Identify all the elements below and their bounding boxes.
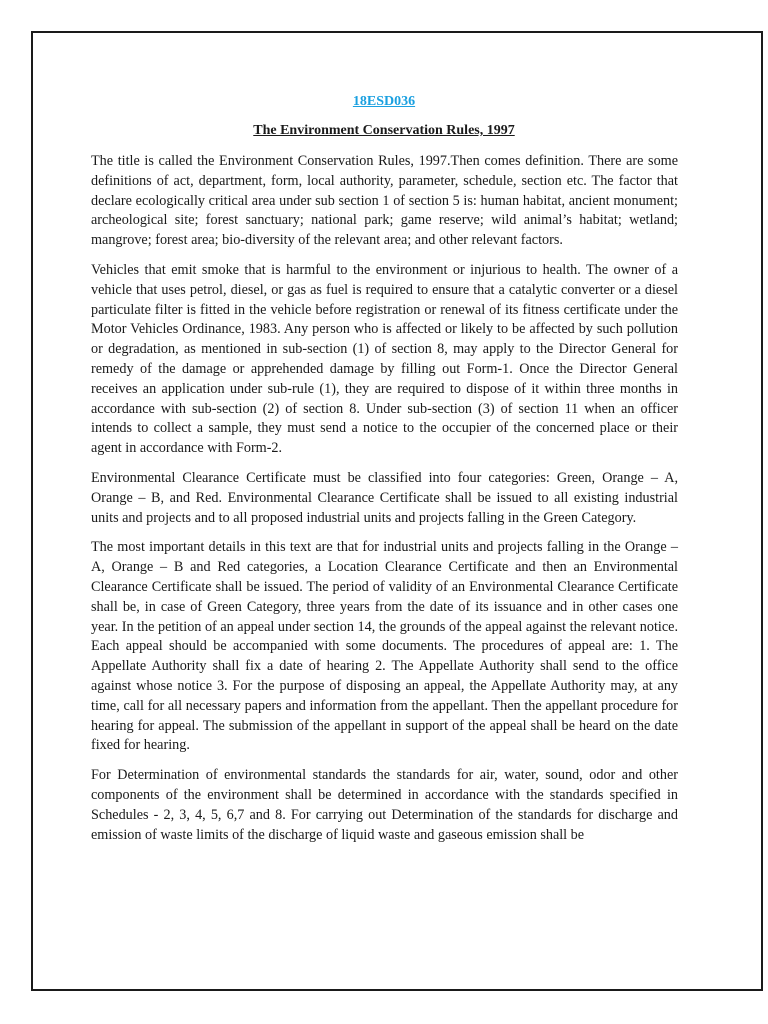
document-body	[91, 152, 678, 855]
paragraph-definitions: The title is called the Environment Conservation Rules, 1997.Then comes definition. There are some definitions of act, department, form, local authority, parameter, schedule, section etc. The factor that declare ecologically critical area under sub section 1 of section 5 is: human habitat, ancient monument; archeological site; forest sanctuary; national park; game reserve; wild animal’s habitat; wetland; mangrove; forest area; bio-diversity of the relevant area; and other relevant factors.	[91, 153, 678, 249]
paragraph-vehicles: Vehicles that emit smoke that is harmful to the environment or injurious to health. The owner of a vehicle that uses petrol, diesel, or gas as fuel is required to ensure that a catalytic converter or a diesel particulate filter is fitted in the vehicle before registration or renewal of its fitness certificate under the Motor Vehicles Ordinance, 1983. Any person who is affected or likely to be affected by such pollution or degradation, as mentioned in sub-section (1) of section 8, may apply to the Director General for remedy of the damage or apprehended damage by filling out Form-1. Once the Director General receives an application under sub-rule (1), they are required to dispose of it within three months in accordance with sub-section (2) of section 8. Under sub-section (3) of section 11 when an officer intends to collect a sample, they must send a notice to the occupier of the concerned place or their agent in accordance with Form-2.	[91, 261, 678, 457]
document-title: The Environment Conservation Rules, 1997	[253, 123, 515, 138]
paragraph-appeal-procedures: The most important details in this text are that for industrial units and projects falling in the Orange – A, Orange – B and Red categories, a Location Clearance Certificate and then an Environmental Clearance Certificate shall be issued. The period of validity of an Environmental Clearance Certificate shall be, in case of Green Category, three years from the date of its issuance and in other cases one year. In the petition of an appeal under section 14, the grounds of the appeal against the relevant notice. Each appeal should be accompanied with some documents. The procedures of appeal are: 1. The Appellate Authority shall fix a date of hearing 2. The Appellate Authority shall send to the office against whose notice 3. For the purpose of disposing an appeal, the Appellate Authority may, at any time, call for all necessary papers and information from the appellant. Then the appellant procedure for hearing for appeal. The submission of the appellant in support of the appeal shall be heard on the date fixed for hearing.	[91, 539, 678, 754]
paragraph-clearance-categories: Environmental Clearance Certificate must be classified into four categories: Green, Orange – A, Orange – B, and Red. Environmental Clearance Certificate shall be issued to all existing industrial units and projects and to all proposed industrial units and projects falling in the Green Category.	[91, 469, 678, 526]
document-id-link[interactable]: 18ESD036	[352, 94, 416, 109]
paragraph-environmental-standards: For Determination of environmental standards the standards for air, water, sound, odor and other components of the environment shall be determined in accordance with the standards specified in Schedules - 2, 3, 4, 5, 6,7 and 8. For carrying out Determination of the standards for discharge and emission of waste limits of the discharge of liquid waste and gaseous emission shall be	[91, 767, 678, 843]
